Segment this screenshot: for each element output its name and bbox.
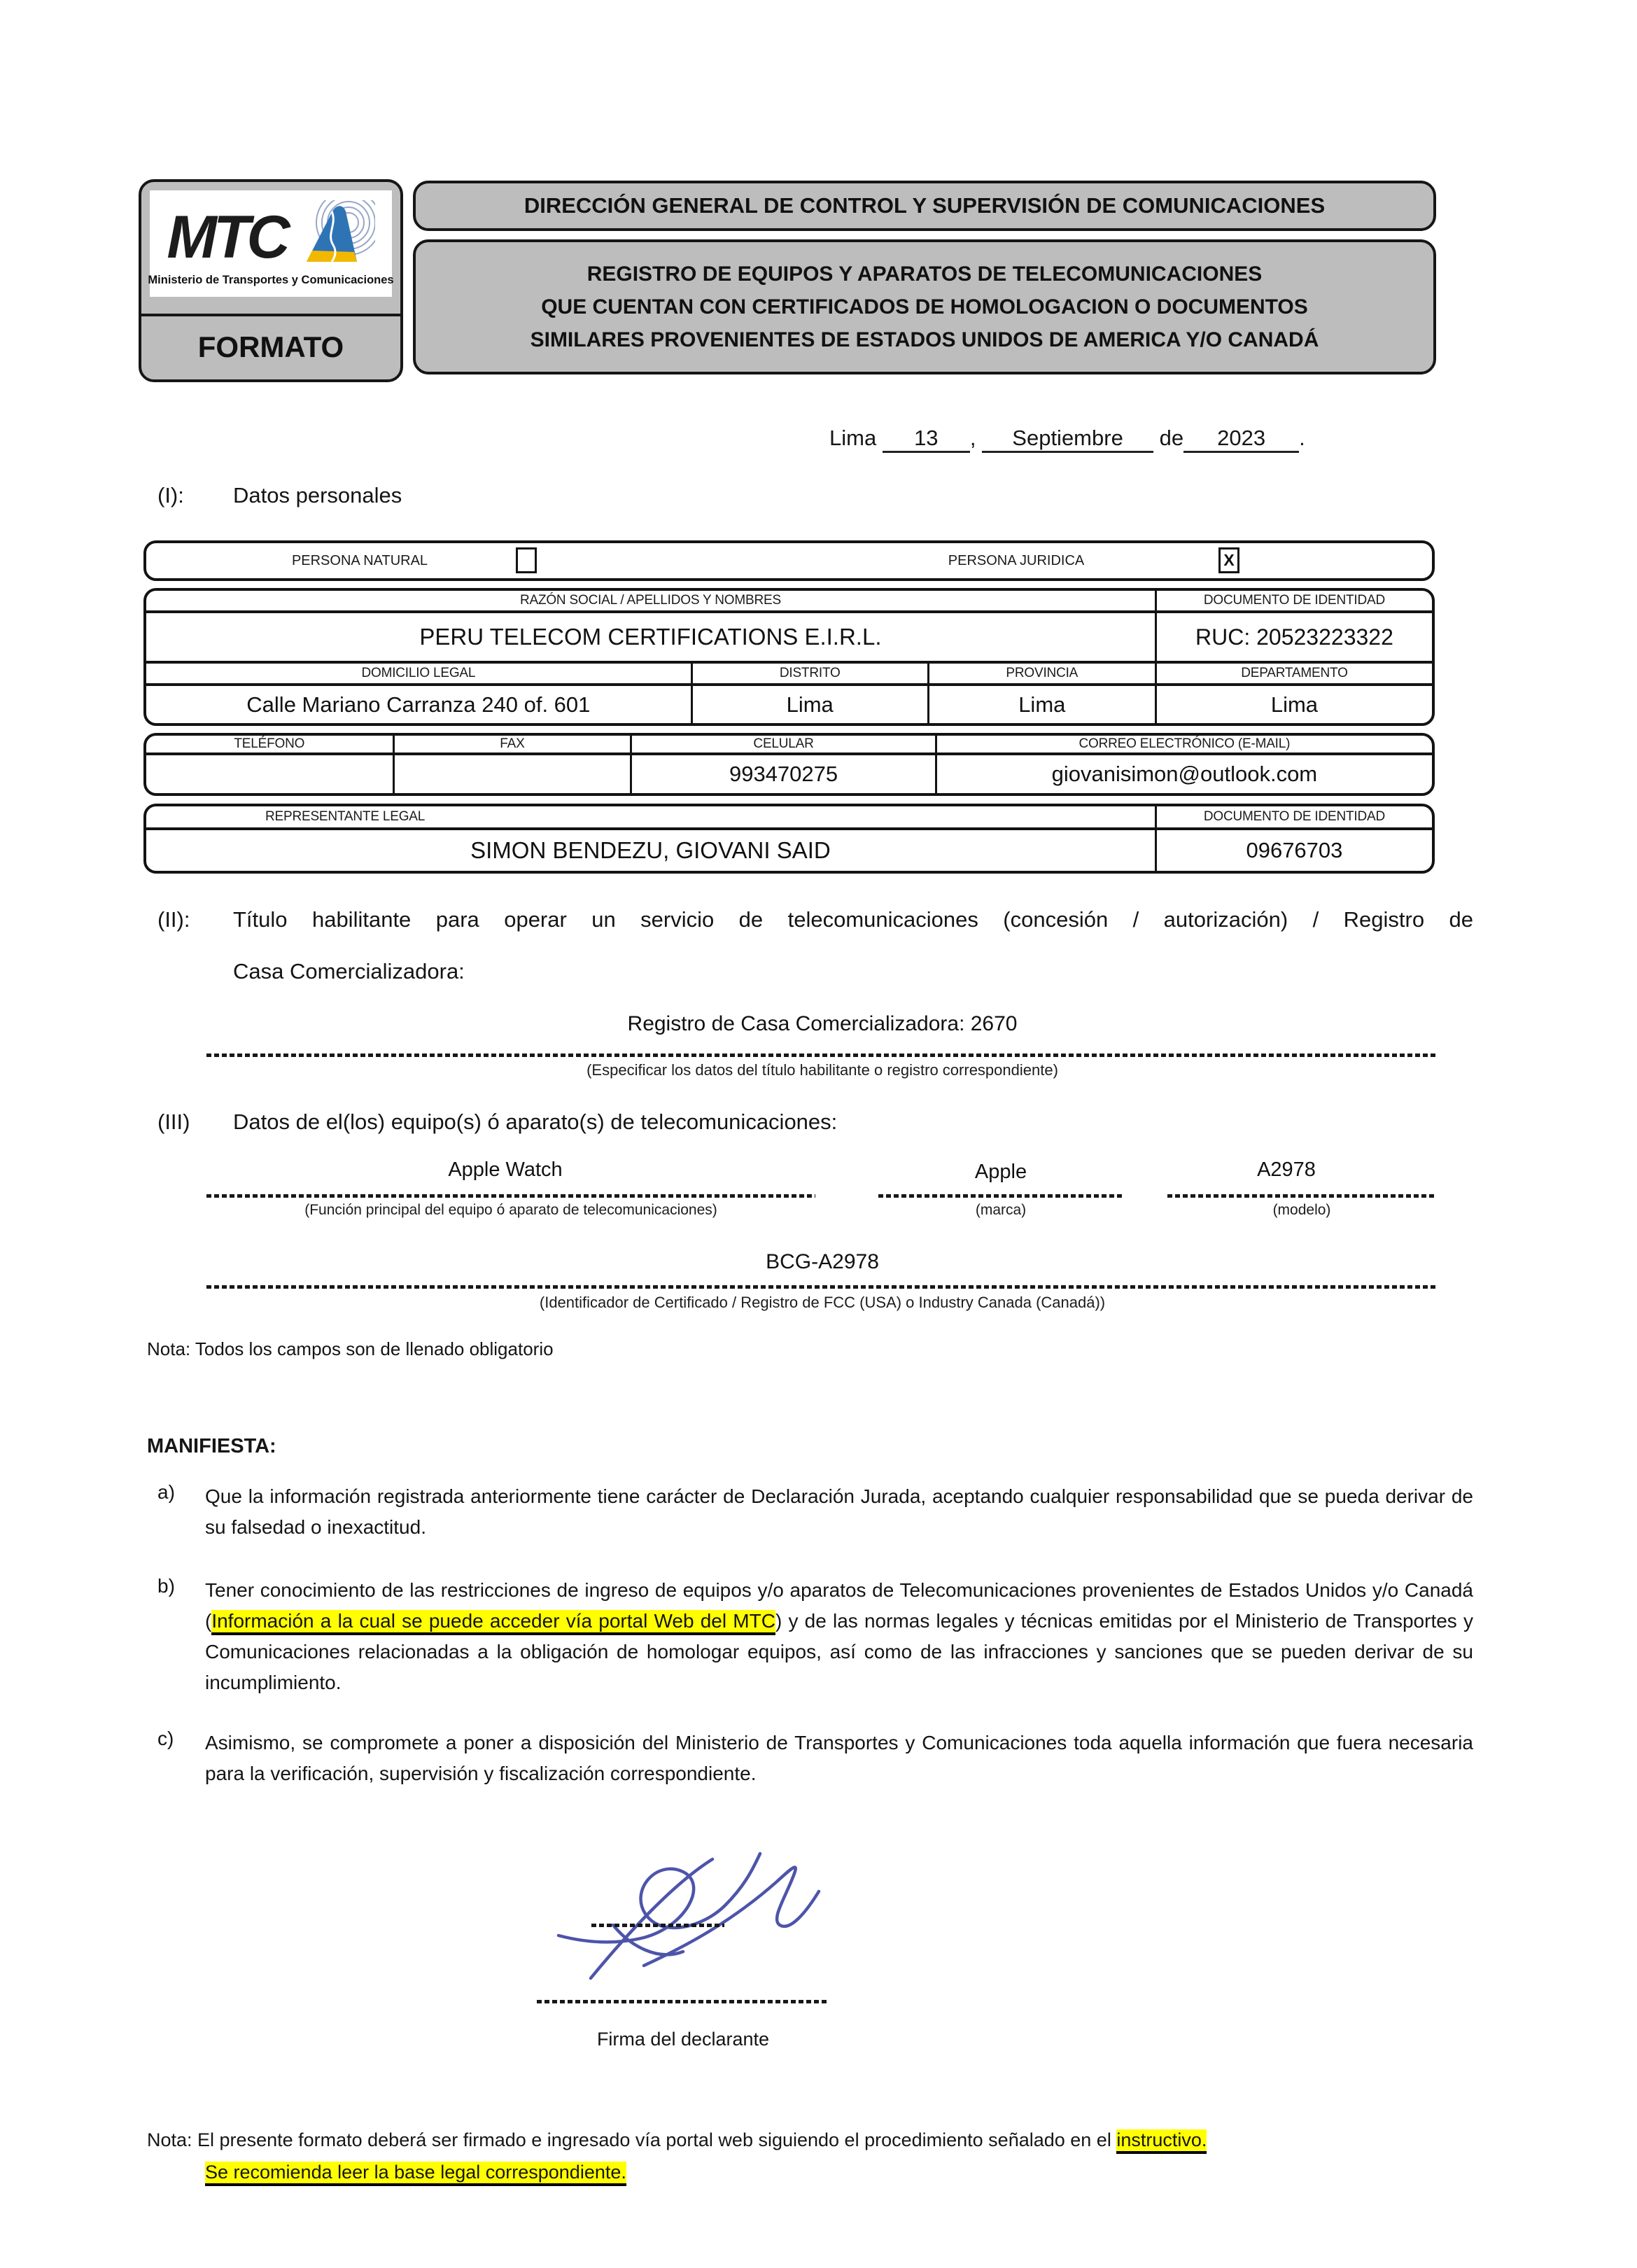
razon-social-value: PERU TELECOM CERTIFICATIONS E.I.R.L. [146, 613, 1157, 661]
persona-juridica-checkbox[interactable]: X [1218, 547, 1239, 573]
mandatory-fields-note: Nota: Todos los campos son de llenado obligatorio [147, 1338, 554, 1359]
item-a-label: a) [157, 1481, 175, 1503]
section3-label: (III) [157, 1110, 190, 1134]
direction-title: DIRECCIÓN GENERAL DE CONTROL Y SUPERVISIÓN DE COMUNICACIONES [524, 193, 1326, 218]
certificate-id-value: BCG-A2978 [766, 1250, 879, 1273]
section2-text-line1: Título habilitante para operar un servicio de telecomunicaciones (concesión / autorización) / Registro de [233, 907, 1473, 932]
provincia-header: PROVINCIA [929, 664, 1157, 683]
signature-rule [537, 2000, 829, 2003]
brand-rule [878, 1194, 1123, 1198]
date-sep2: de [1153, 426, 1184, 450]
direction-title-box [413, 181, 1436, 231]
email-header: CORREO ELECTRÓNICO (E-MAIL) [1079, 736, 1291, 751]
registry-title-box [413, 239, 1436, 374]
item-a-text: Que la información registrada anteriormente tiene carácter de Declaración Jurada, aceptando cualquier responsabilidad que se pueda derivar de su falsedad o inexactitud. [205, 1485, 1473, 1538]
signature-scribble [546, 1841, 840, 1988]
registry-title-line3: SIMILARES PROVENIENTES DE ESTADOS UNIDOS DE AMERICA Y/O CANADÁ [530, 328, 1319, 351]
footer-note-pre: Nota: El presente formato deberá ser firmado e ingresado vía portal web siguiendo el procedimiento señalado en el [147, 2129, 1117, 2150]
fax-header: FAX [395, 736, 633, 752]
distrito-header: DISTRITO [693, 664, 929, 683]
date-day-blank: 13 [883, 426, 970, 453]
equipment-function-value: Apple Watch [448, 1158, 563, 1181]
section1-label: (I): [157, 483, 184, 507]
section2-rule [206, 1054, 1438, 1057]
representative-table [143, 804, 1435, 874]
date-line [829, 426, 1305, 453]
item-c-text: Asimismo, se compromete a poner a disposición del Ministerio de Transportes y Comunicaciones toda aquella información que fuera necesaria para la verificación, supervisión y fiscalización correspondiente. [205, 1732, 1473, 1784]
model-rule [1167, 1194, 1437, 1198]
representante-header: REPRESENTANTE LEGAL [146, 806, 1157, 827]
domicilio-header: DOMICILIO LEGAL [146, 664, 693, 683]
date-month-blank: Septiembre [982, 426, 1153, 453]
date-year-blank: 2023 [1183, 426, 1299, 453]
item-c-label: c) [157, 1728, 174, 1749]
doc-identidad-header: DOCUMENTO DE IDENTIDAD [1203, 593, 1386, 608]
celular-header: CELULAR [632, 736, 936, 752]
mtc-logo [150, 190, 392, 297]
representante-value: SIMON BENDEZU, GIOVANI SAID [146, 830, 1157, 871]
persona-juridica-label: PERSONA JURIDICA [948, 553, 1085, 568]
contact-table [143, 733, 1435, 796]
logo-box-divider [141, 314, 400, 316]
domicilio-value: Calle Mariano Carranza 240 of. 601 [146, 686, 693, 723]
certificate-caption: (Identificador de Certificado / Registro de FCC (USA) o Industry Canada (Canadá)) [539, 1294, 1106, 1311]
section1-title: Datos personales [233, 483, 402, 507]
formato-label: FORMATO [197, 330, 344, 363]
signature-strike-rule [591, 1924, 724, 1927]
brand-caption: (marca) [975, 1202, 1027, 1218]
identity-table [143, 588, 1435, 726]
item-b-label: b) [157, 1575, 175, 1597]
function-rule [206, 1194, 815, 1198]
telefono-header: TELÉFONO [146, 736, 395, 752]
persona-natural-label: PERSONA NATURAL [291, 553, 428, 568]
registry-title-line1: REGISTRO DE EQUIPOS Y APARATOS DE TELECOMUNICACIONES [586, 262, 1263, 286]
departamento-value: Lima [1270, 692, 1319, 717]
persona-natural-checkbox[interactable] [516, 547, 537, 573]
rep-doc-header: DOCUMENTO DE IDENTIDAD [1203, 809, 1386, 824]
provincia-value: Lima [929, 686, 1157, 723]
mtc-logo-box [139, 179, 403, 382]
certificate-rule [206, 1285, 1438, 1289]
item-b-text [205, 1575, 1473, 1698]
equipment-model-value: A2978 [1257, 1158, 1316, 1181]
telefono-value [146, 755, 395, 793]
mtc-ministry-text: Ministerio de Transportes y Comunicaciones [148, 274, 394, 286]
item-b-pre: Tener conocimiento de las restricciones de ingreso de equipos y/o aparatos de Telecomunicaciones provenientes de Estados Unidos y/o Canadá ( [205, 1579, 1473, 1632]
manifiesta-title: MANIFIESTA: [147, 1435, 276, 1457]
section2-label: (II): [157, 907, 190, 932]
doc-identidad-value: RUC: 20523223322 [1195, 624, 1393, 650]
registry-title-line2: QUE CUENTAN CON CERTIFICADOS DE HOMOLOGACION O DOCUMENTOS [541, 295, 1308, 318]
departamento-header: DEPARTAMENTO [1241, 666, 1348, 680]
rep-doc-value: 09676703 [1246, 838, 1343, 862]
razon-social-header: RAZÓN SOCIAL / APELLIDOS Y NOMBRES [146, 591, 1157, 610]
item-b-highlight: Información a la cual se puede acceder vía portal Web del MTC [211, 1610, 775, 1635]
item-b-post: ) y de las normas legales y técnicas emitidas por el Ministerio de Transportes y Comunicaciones relacionadas a la obligación de homologar equipos, así como de las infracciones y sanciones que se pueden derivar de su incumplimiento. [205, 1610, 1473, 1693]
email-value: giovanisimon@outlook.com [1051, 762, 1318, 786]
mtc-logo-text: MTC [167, 203, 287, 271]
footer-note-highlight-instructivo: instructivo. [1116, 2129, 1207, 2154]
date-sep1: , [969, 426, 983, 450]
date-period: . [1299, 426, 1305, 450]
footer-note [147, 2124, 1491, 2188]
section3-title: Datos de el(los) equipo(s) ó aparato(s) de telecomunicaciones: [233, 1110, 838, 1134]
section2-text-line2: Casa Comercializadora: [233, 959, 465, 983]
signature-caption: Firma del declarante [596, 2029, 770, 2050]
footer-note-highlight-recommendation: Se recomienda leer la base legal correspondiente. [205, 2162, 626, 2186]
distrito-value: Lima [693, 686, 929, 723]
mtc-road-icon [291, 200, 375, 274]
registro-casa-value: Registro de Casa Comercializadora: 2670 [627, 1012, 1018, 1035]
fax-value [395, 755, 633, 793]
persona-type-row [143, 540, 1435, 581]
date-city: Lima [829, 426, 883, 450]
equipment-brand-value: Apple [974, 1161, 1027, 1183]
model-caption: (modelo) [1272, 1202, 1331, 1218]
section2-caption: (Especificar los datos del título habilitante o registro correspondiente) [586, 1061, 1058, 1079]
celular-value: 993470275 [632, 755, 936, 793]
function-caption: (Función principal del equipo ó aparato de telecomunicaciones) [304, 1202, 717, 1218]
